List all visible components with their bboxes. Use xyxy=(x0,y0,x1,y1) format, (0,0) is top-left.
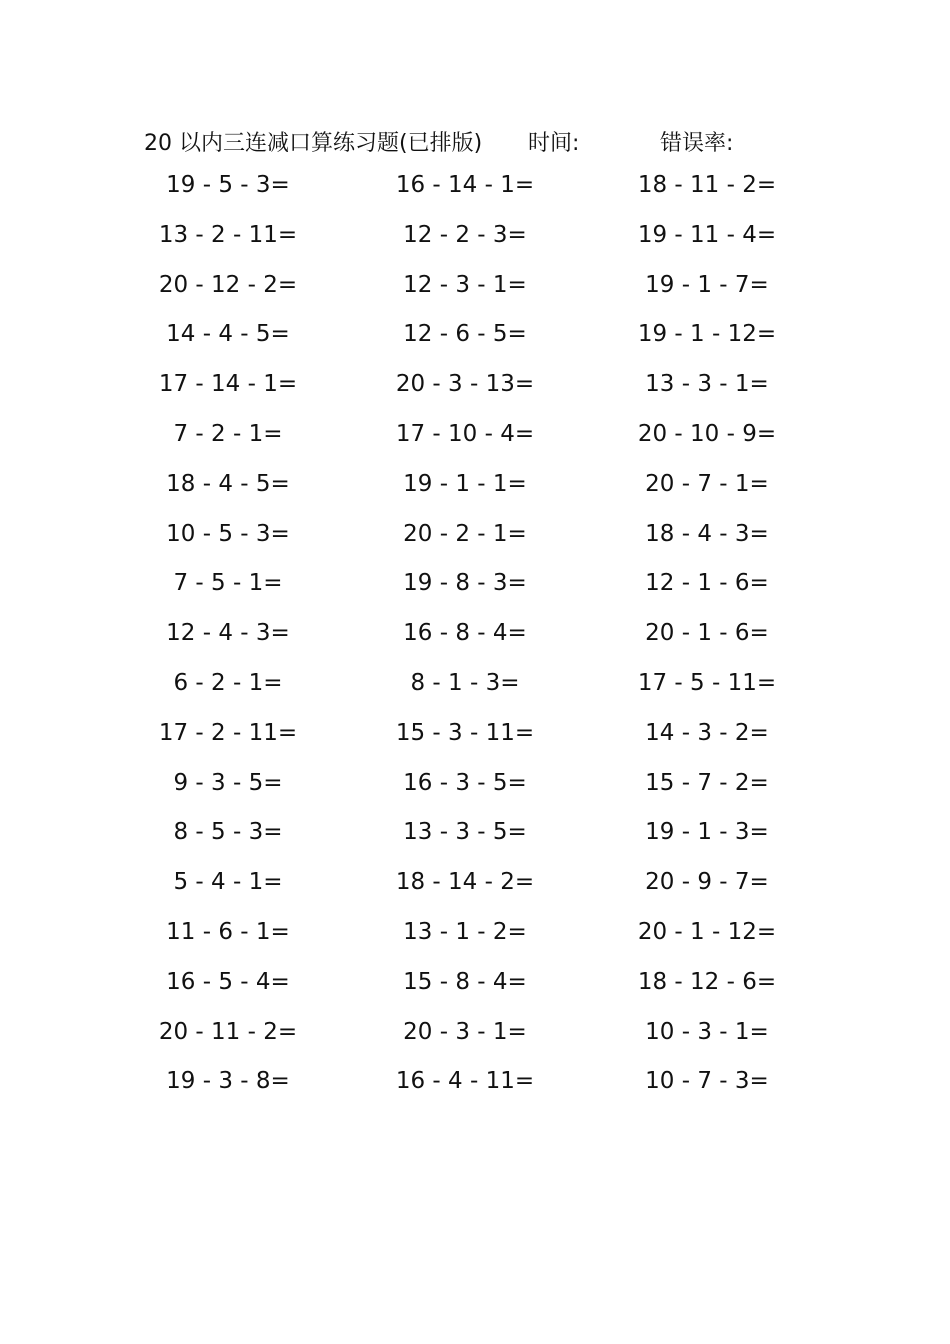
problem-row xyxy=(0,819,950,869)
problem-cell: 12 - 2 - 3= xyxy=(403,221,527,248)
worksheet-header xyxy=(0,126,950,160)
problem-cell: 20 - 3 - 13= xyxy=(395,371,535,398)
problem-row xyxy=(0,770,950,820)
problem-cell: 12 - 3 - 1= xyxy=(403,271,527,298)
problem-cell: 14 - 3 - 2= xyxy=(645,719,769,746)
problem-cell: 17 - 10 - 4= xyxy=(395,420,535,447)
problem-cell: 12 - 1 - 6= xyxy=(645,570,769,597)
problem-cell: 20 - 3 - 1= xyxy=(403,1018,527,1045)
problem-row xyxy=(0,670,950,720)
problem-row xyxy=(0,421,950,471)
problem-cell: 10 - 5 - 3= xyxy=(166,520,290,547)
problem-row xyxy=(0,1068,950,1118)
problem-row xyxy=(0,371,950,421)
problem-cell: 8 - 1 - 3= xyxy=(410,669,520,696)
problem-cell: 19 - 5 - 3= xyxy=(166,172,290,198)
problem-cell: 13 - 2 - 11= xyxy=(158,221,298,248)
problem-cell: 10 - 3 - 1= xyxy=(645,1018,769,1045)
problem-row xyxy=(0,471,950,521)
problem-cell: 6 - 2 - 1= xyxy=(173,669,283,696)
problem-row xyxy=(0,521,950,571)
problem-cell: 20 - 10 - 9= xyxy=(637,420,777,447)
worksheet-title: 20 以内三连减口算练习题(已排版) xyxy=(144,131,483,156)
problem-cell: 19 - 11 - 4= xyxy=(637,221,777,248)
problem-cell: 18 - 4 - 3= xyxy=(645,520,769,547)
problem-cell: 11 - 6 - 1= xyxy=(166,918,290,945)
problem-cell: 19 - 3 - 8= xyxy=(166,1068,290,1095)
problem-cell: 15 - 8 - 4= xyxy=(403,968,527,995)
problem-row xyxy=(0,570,950,620)
problem-cell: 20 - 12 - 2= xyxy=(158,271,298,298)
problem-grid xyxy=(0,172,950,1118)
problem-cell: 13 - 3 - 5= xyxy=(403,819,527,846)
problem-row xyxy=(0,172,950,222)
problem-cell: 19 - 1 - 3= xyxy=(645,819,769,846)
problem-cell: 16 - 8 - 4= xyxy=(403,620,527,647)
problem-cell: 19 - 1 - 7= xyxy=(645,271,769,298)
problem-cell: 7 - 2 - 1= xyxy=(173,420,283,447)
problem-cell: 5 - 4 - 1= xyxy=(173,869,283,896)
problem-row xyxy=(0,321,950,371)
problem-row xyxy=(0,272,950,322)
problem-cell: 15 - 7 - 2= xyxy=(645,769,769,796)
problem-cell: 16 - 14 - 1= xyxy=(395,172,535,198)
problem-cell: 13 - 1 - 2= xyxy=(403,918,527,945)
problem-cell: 18 - 12 - 6= xyxy=(637,968,777,995)
problem-cell: 18 - 11 - 2= xyxy=(637,172,777,198)
problem-cell: 12 - 6 - 5= xyxy=(403,321,527,348)
error-rate-label: 错误率: xyxy=(660,131,734,156)
problem-cell: 19 - 8 - 3= xyxy=(403,570,527,597)
problem-row xyxy=(0,620,950,670)
time-label: 时间: xyxy=(528,131,580,156)
problem-cell: 20 - 1 - 12= xyxy=(637,918,777,945)
problem-cell: 20 - 9 - 7= xyxy=(645,869,769,896)
problem-cell: 16 - 4 - 11= xyxy=(395,1068,535,1095)
problem-row xyxy=(0,869,950,919)
problem-cell: 17 - 14 - 1= xyxy=(158,371,298,398)
problem-cell: 19 - 1 - 12= xyxy=(637,321,777,348)
problem-row xyxy=(0,720,950,770)
problem-cell: 9 - 3 - 5= xyxy=(173,769,283,796)
problem-row xyxy=(0,919,950,969)
problem-cell: 20 - 7 - 1= xyxy=(645,470,769,497)
problem-cell: 16 - 5 - 4= xyxy=(166,968,290,995)
problem-row xyxy=(0,1019,950,1069)
problem-cell: 20 - 1 - 6= xyxy=(645,620,769,647)
problem-cell: 16 - 3 - 5= xyxy=(403,769,527,796)
problem-cell: 19 - 1 - 1= xyxy=(403,470,527,497)
problem-cell: 14 - 4 - 5= xyxy=(166,321,290,348)
problem-cell: 18 - 4 - 5= xyxy=(166,470,290,497)
problem-cell: 17 - 2 - 11= xyxy=(158,719,298,746)
problem-cell: 20 - 11 - 2= xyxy=(158,1018,298,1045)
problem-cell: 10 - 7 - 3= xyxy=(645,1068,769,1095)
problem-cell: 15 - 3 - 11= xyxy=(395,719,535,746)
problem-row xyxy=(0,969,950,1019)
problem-row xyxy=(0,222,950,272)
problem-cell: 17 - 5 - 11= xyxy=(637,669,777,696)
problem-cell: 18 - 14 - 2= xyxy=(395,869,535,896)
problem-cell: 20 - 2 - 1= xyxy=(403,520,527,547)
problem-cell: 13 - 3 - 1= xyxy=(645,371,769,398)
problem-cell: 12 - 4 - 3= xyxy=(166,620,290,647)
problem-cell: 7 - 5 - 1= xyxy=(173,570,283,597)
problem-cell: 8 - 5 - 3= xyxy=(173,819,283,846)
